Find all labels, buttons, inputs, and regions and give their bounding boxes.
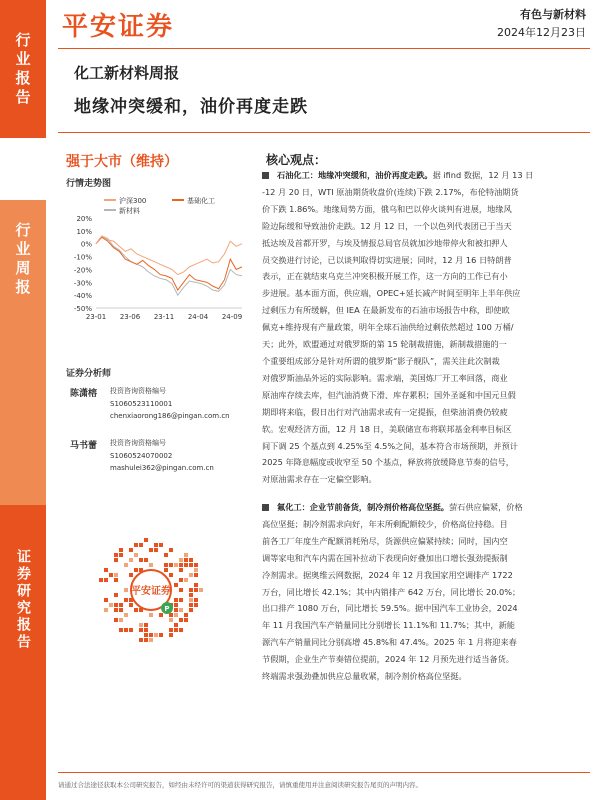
qr-module — [169, 563, 173, 567]
sidebar-weekly-label: 行业周报 — [13, 222, 32, 298]
qr-module — [114, 608, 118, 612]
analyst-id: S1060523110001 — [110, 399, 173, 408]
qr-module — [119, 603, 123, 607]
qr-module — [144, 633, 148, 637]
analyst-email[interactable]: mashulei362@pingan.com.cn — [110, 464, 214, 472]
qr-module — [184, 558, 188, 562]
qr-module — [109, 573, 113, 577]
qr-module — [179, 558, 183, 562]
qr-module — [189, 558, 193, 562]
paragraph-line: -12 月 20 日，WTI 原油期货收盘价(连续)下跌 2.17%，布伦特油期货 — [262, 186, 519, 197]
y-tick-label: -40% — [73, 292, 92, 301]
paragraph-lead: 石油化工：地缘冲突缓和，油价再度走跌。 — [277, 170, 433, 180]
y-tick-label: -10% — [73, 253, 92, 262]
qr-logo-text: 平安证券 — [131, 586, 171, 597]
paragraph-line: 佩克+维持现有产量政策，明年全球石油供给过剩依然超过 100 万桶/ — [262, 322, 514, 333]
bullet-icon — [262, 504, 269, 511]
paragraph-line: 源汽车产销量同比分别高增 45.8%和 47.4%。2025 年 1 月将迎来春 — [262, 637, 517, 648]
paragraph-lead: 氟化工：企业节前备货，制冷剂价格高位坚挺。 — [277, 502, 449, 512]
qr-corner-text: P — [164, 605, 170, 613]
qr-module — [139, 543, 143, 547]
sidebar-report-type-label: 行业报告 — [13, 32, 32, 108]
qr-module — [154, 633, 158, 637]
qr-module — [179, 588, 183, 592]
qr-module — [129, 628, 133, 632]
header-rule — [58, 48, 590, 49]
qr-module — [139, 558, 143, 562]
paragraph-line: 对俄罗斯油品外运的实际影响。需求端，美国炼厂开工率回落，商业 — [262, 372, 508, 383]
qr-module — [189, 563, 193, 567]
chart-series — [96, 236, 242, 295]
y-tick-label: 0% — [80, 240, 92, 249]
qr-module — [134, 608, 138, 612]
rating-label: 强于大市（维持） — [66, 154, 178, 170]
sidebar-top-band — [0, 0, 46, 138]
qr-module — [189, 603, 193, 607]
x-tick-label: 23-11 — [153, 313, 175, 321]
qr-module — [144, 628, 148, 632]
qr-module — [129, 548, 133, 552]
legend-label: 基础化工 — [187, 197, 215, 205]
qr-module — [144, 638, 148, 642]
x-tick-label: 23-01 — [85, 313, 107, 321]
sidebar-middle-band — [0, 200, 46, 505]
qr-module — [189, 573, 193, 577]
paragraph-line: 出口排产 1080 万台，同比增长 59.5%。据中国汽车工业协会，2024 — [262, 603, 518, 614]
qr-module — [194, 568, 198, 572]
qr-module — [159, 543, 163, 547]
qr-module — [184, 578, 188, 582]
qr-module — [144, 623, 148, 627]
qr-module — [174, 603, 178, 607]
qr-module — [119, 628, 123, 632]
paragraph-petrochemical — [262, 167, 582, 488]
paragraph-line: 调等家电和汽车内需在国补拉动下表现向好叠加出口增长强劲提振制 — [262, 552, 508, 563]
qr-module — [104, 578, 108, 582]
paragraph-line: 期即将来临，假日出行对汽油需求或有一定提振，但柴油消费仍较疲 — [262, 406, 508, 417]
qr-module — [119, 548, 123, 552]
qr-module — [154, 548, 158, 552]
qr-module — [169, 613, 173, 617]
trend-chart-label: 行情走势图 — [66, 179, 112, 189]
sidebar-bottom-band — [0, 505, 46, 800]
qr-module — [194, 583, 198, 587]
qr-module — [114, 553, 118, 557]
qr-module — [144, 538, 148, 542]
analyst-email[interactable]: chenxiaorong186@pingan.com.cn — [110, 412, 230, 420]
qr-module — [174, 613, 178, 617]
report-series-title: 化工新材料周报 — [74, 64, 180, 82]
title-rule — [58, 132, 590, 133]
series-line — [96, 236, 242, 275]
x-tick-label: 23-06 — [119, 313, 141, 321]
y-tick-label: -50% — [73, 305, 92, 313]
report-date: 2024年12月23日 — [497, 26, 586, 39]
analyst-role: 投资咨询资格编号 — [110, 387, 166, 395]
paragraph-line: 步进展。基本面方面，供应端，OPEC+延长减产时间至明年上半年供应 — [262, 288, 521, 299]
paragraph-line: 个重要组成部分是针对所谓的俄罗斯“影子舰队”，需关注此次制裁 — [262, 355, 500, 366]
qr-module — [164, 553, 168, 557]
paragraph-line: 2025 年降息幅度或收窄至 50 个基点，释放将放缓降息节奏的信号， — [262, 457, 514, 468]
qr-module — [189, 598, 193, 602]
paragraph-line: 节假期，企业生产节奏错位提前，2024 年 12 月预先进行适当备货。 — [262, 654, 514, 665]
legend-label: 沪深300 — [119, 197, 147, 205]
qr-module — [144, 558, 148, 562]
qr-module — [174, 598, 178, 602]
paragraph-line: 原油库存续去库，但汽油消费下滑、库存累积；国外圣诞和中国元旦假 — [262, 389, 516, 400]
qr-module — [179, 608, 183, 612]
qr-module — [129, 558, 133, 562]
qr-module — [169, 628, 173, 632]
paragraph-first-line — [262, 167, 582, 184]
qr-module — [164, 568, 168, 572]
y-tick-label: 20% — [76, 215, 92, 223]
qr-module — [124, 588, 128, 592]
paragraph-line: 高位坚挺；制冷剂需求向好，年末所剩配额较少，价格高位持稳。目 — [262, 518, 508, 529]
qr-module — [194, 573, 198, 577]
qr-module — [124, 563, 128, 567]
paragraph-line: 间下调 25 个基点到 4.25%至 4.5%之间，基本符合市场预期，并预计 — [262, 440, 518, 451]
qr-module — [114, 603, 118, 607]
analyst-info — [110, 437, 214, 475]
y-tick-label: -30% — [73, 279, 92, 288]
analyst-role: 投资咨询资格编号 — [110, 439, 166, 447]
qr-module — [149, 638, 153, 642]
market-trend-chart — [60, 190, 250, 330]
qr-module — [174, 563, 178, 567]
paragraph-line: 抵达埃及首都开罗，与埃及情报总局官员就加沙地带停火和被扣押人 — [262, 237, 508, 248]
qr-module — [139, 623, 143, 627]
qr-module — [189, 593, 193, 597]
qr-module — [194, 598, 198, 602]
qr-module — [169, 573, 173, 577]
qr-module — [119, 553, 123, 557]
key-points-heading: 核心观点： — [266, 153, 327, 167]
qr-module — [179, 563, 183, 567]
qr-module — [154, 543, 158, 547]
paragraph-line: 表示，正在就结束乌克兰冲突积极开展工作，这一方向的工作已有小 — [262, 271, 508, 282]
qr-module — [99, 578, 103, 582]
qr-module — [159, 613, 163, 617]
qr-module — [124, 613, 128, 617]
qr-module — [184, 618, 188, 622]
qr-module — [124, 598, 128, 602]
chart-legend — [104, 196, 215, 215]
paragraph-line: 价下跌 1.86%。地缘局势方面，俄乌和巴以停火谈判有进展，地缘风 — [262, 203, 512, 214]
qr-module — [174, 623, 178, 627]
qr-module — [194, 603, 198, 607]
paragraph-line: 年 11 月我国汽车产销量同比分别增长 11.1%和 11.7%；其中，新能 — [262, 620, 515, 631]
qr-code[interactable] — [96, 537, 206, 643]
y-tick-label: -20% — [73, 266, 92, 275]
qr-module — [184, 563, 188, 567]
qr-module — [129, 603, 133, 607]
qr-module — [179, 618, 183, 622]
analyst-name: 陈潇榕 — [70, 389, 98, 399]
analyst-info — [110, 385, 230, 423]
sector-label: 有色与新材料 — [520, 8, 586, 21]
qr-module — [114, 618, 118, 622]
sidebar-research-label: 证券研究报告 — [15, 549, 31, 651]
report-main-title: 地缘冲突缓和，油价再度走跌 — [74, 97, 308, 117]
legend-label: 新材料 — [119, 207, 140, 215]
paragraph-line: 险边际缓和导致油价走跌。12 月 12 日，一个以色列代表团已于当天 — [262, 220, 512, 231]
qr-module — [134, 553, 138, 557]
paragraph-line: 前各工厂年度生产配额消耗殆尽，货源供应偏紧持续；同时，国内空 — [262, 535, 508, 546]
qr-module — [189, 588, 193, 592]
brand-logo: 平安证券 — [62, 12, 175, 42]
qr-module — [114, 558, 118, 562]
qr-module — [134, 543, 138, 547]
qr-module — [179, 598, 183, 602]
bullet-icon — [262, 172, 269, 179]
paragraph-fluorochemical — [262, 499, 582, 685]
qr-module — [169, 633, 173, 637]
paragraph-text: 据 ifind 数据，12 月 13 日 — [432, 170, 534, 180]
qr-module — [159, 633, 163, 637]
qr-module — [189, 608, 193, 612]
paragraph-line: 软。宏观经济方面，12 月 18 日，美联储宣布将联邦基金利率目标区 — [262, 423, 512, 434]
paragraph-text: 萤石供应偏紧，价格 — [448, 502, 523, 512]
header-meta — [497, 6, 586, 42]
qr-module — [164, 563, 168, 567]
paragraph-line: 员交换进行讨论，已以谈判取得切实进展；同时，12 月 16 日特朗普 — [262, 254, 512, 265]
qr-module — [114, 593, 118, 597]
paragraph-line: 万台，同比增长 42.1%；其中内销排产 642 万台，同比增长 20.0%； — [262, 586, 521, 597]
qr-module — [134, 568, 138, 572]
qr-module — [169, 618, 173, 622]
qr-module — [199, 588, 203, 592]
qr-module — [169, 548, 173, 552]
analyst-name: 马书蕾 — [70, 441, 98, 451]
qr-module — [149, 563, 153, 567]
qr-module — [149, 613, 153, 617]
qr-module — [194, 563, 198, 567]
qr-module — [124, 628, 128, 632]
paragraph-line: 冷剂需求。据奥维云网数据，2024 年 12 月我国家用空调排产 1722 — [262, 569, 513, 580]
x-tick-label: 24-09 — [221, 313, 243, 321]
qr-module — [139, 638, 143, 642]
qr-module — [129, 573, 133, 577]
qr-module — [114, 573, 118, 577]
x-tick-label: 24-04 — [187, 313, 209, 321]
qr-module — [139, 628, 143, 632]
qr-module — [179, 568, 183, 572]
chart-x-axis — [86, 308, 242, 321]
footer-disclaimer: 请通过合法途径获取本公司研究报告，如经由未经许可的渠道获得研究报告，请慎重使用并注意阅读研究报告尾页的声明内容。 — [58, 781, 422, 789]
chart-y-axis — [74, 215, 92, 313]
footer-rule — [58, 772, 590, 773]
paragraph-line: 过剩压力有所缓解，但 IEA 在最新发布的石油市场报告中称，即使欧 — [262, 305, 510, 316]
qr-module — [119, 618, 123, 622]
qr-module — [179, 578, 183, 582]
paragraph-line: 对原油需求存在一定偏空影响。 — [262, 474, 377, 485]
qr-module — [109, 603, 113, 607]
qr-module — [179, 628, 183, 632]
qr-module — [184, 613, 188, 617]
analyst-id: S1060524070002 — [110, 451, 173, 460]
paragraph-first-line — [262, 499, 582, 516]
qr-module — [149, 548, 153, 552]
qr-module — [184, 553, 188, 557]
qr-module — [104, 568, 108, 572]
qr-module — [104, 608, 108, 612]
qr-module — [149, 633, 153, 637]
qr-module — [174, 583, 178, 587]
sidebar — [0, 0, 46, 800]
qr-module — [174, 628, 178, 632]
qr-module — [104, 598, 108, 602]
qr-module — [194, 588, 198, 592]
paragraph-line: 终端需求强劲叠加供应总量收紧，制冷剂价格高位坚挺。 — [262, 671, 467, 682]
paragraph-line: 天；此外，欧盟通过对俄罗斯的第 15 轮制裁措施，新制裁措施的一 — [262, 339, 507, 350]
qr-module — [174, 608, 178, 612]
analyst-section-label: 证券分析师 — [66, 369, 112, 379]
qr-module — [114, 578, 118, 582]
qr-module — [119, 608, 123, 612]
y-tick-label: 10% — [76, 227, 92, 236]
